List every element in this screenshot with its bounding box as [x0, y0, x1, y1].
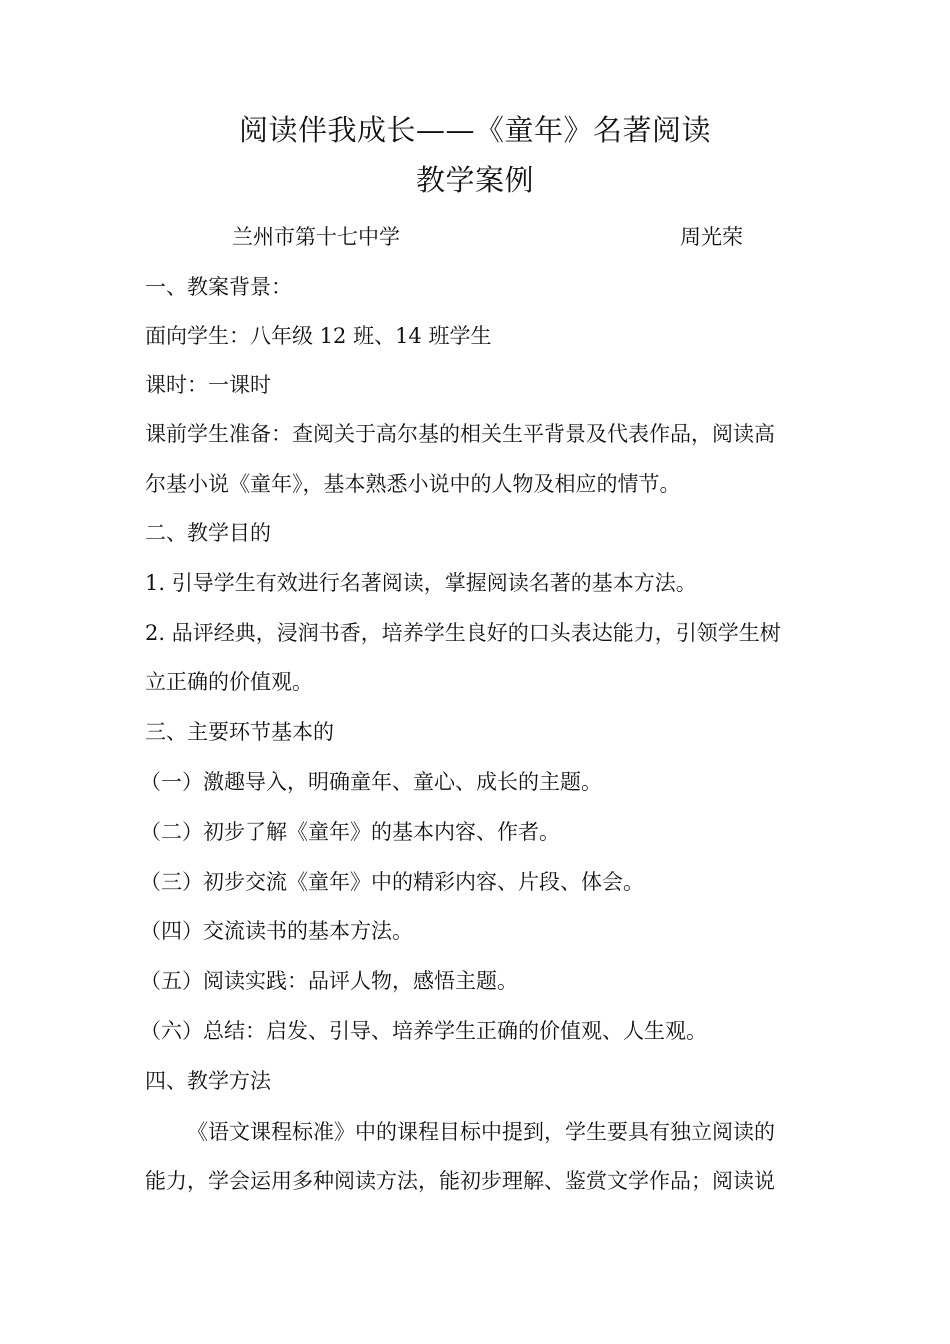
step-item: （三）初步交流《童年》中的精彩内容、片段、体会。: [140, 870, 644, 894]
step-item: （四）交流读书的基本方法。: [140, 919, 413, 943]
step-item: （六）总结：启发、引导、培养学生正确的价值观、人生观。: [140, 1019, 707, 1043]
student-preparation-line2: 尔基小说《童年》，基本熟悉小说中的人物及相应的情节。: [145, 472, 681, 496]
section-heading-main-steps: 三、主要环节基本的: [145, 720, 334, 744]
class-hours: 课时：一课时: [145, 373, 271, 397]
objective-item-1: 1. 引导学生有效进行名著阅读，掌握阅读名著的基本方法。: [145, 571, 697, 595]
step-item: （五）阅读实践：品评人物，感悟主题。: [140, 969, 518, 993]
document-subtitle: 教学案例: [415, 163, 534, 197]
school-name: 兰州市第十七中学: [232, 225, 400, 249]
objective-item-2-line2: 立正确的价值观。: [145, 670, 313, 694]
step-item: （二）初步了解《童年》的基本内容、作者。: [140, 820, 560, 844]
objective-item-2-line1: 2. 品评经典，浸润书香，培养学生良好的口头表达能力，引领学生树: [145, 621, 781, 645]
methods-paragraph-line1: 《语文课程标准》中的课程目标中提到，学生要具有独立阅读的: [187, 1120, 775, 1144]
section-heading-background: 一、教案背景：: [145, 275, 292, 299]
document-title: 阅读伴我成长——《童年》名著阅读: [238, 113, 711, 147]
author-name: 周光荣: [680, 225, 743, 249]
section-heading-objectives: 二、教学目的: [145, 521, 271, 545]
target-students: 面向学生：八年级 12 班、14 班学生: [145, 324, 492, 348]
step-item: （一）激趣导入，明确童年、童心、成长的主题。: [140, 770, 602, 794]
student-preparation-line1: 课前学生准备：查阅关于高尔基的相关生平背景及代表作品，阅读高: [145, 422, 775, 446]
section-heading-methods: 四、教学方法: [145, 1069, 271, 1093]
methods-paragraph-line2: 能力，学会运用多种阅读方法，能初步理解、鉴赏文学作品；阅读说: [145, 1169, 775, 1193]
